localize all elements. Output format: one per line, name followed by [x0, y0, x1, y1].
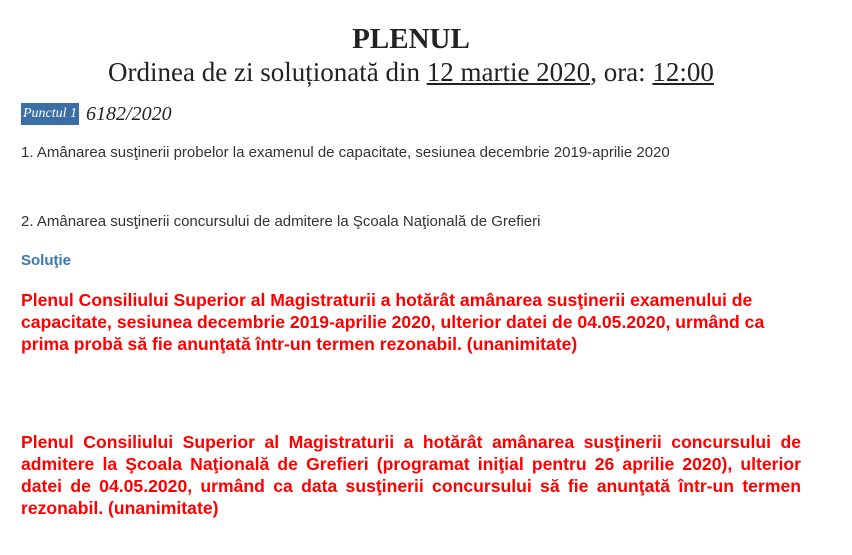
agenda-subtitle [0, 55, 822, 89]
subtitle-mid: , ora: [590, 57, 653, 87]
punct-label: Punctul 1 [21, 103, 79, 125]
punct-number: 6182/2020 [86, 103, 172, 126]
solution-heading: Soluţie [21, 252, 72, 269]
punct-row [21, 101, 172, 127]
page-title: PLENUL [352, 23, 470, 55]
agenda-date: 12 martie 2020 [426, 57, 591, 87]
agenda-item-1: 1. Amânarea susţinerii probelor la examenul de capacitate, sesiunea decembrie 2019-aprilie 2020 [21, 144, 670, 161]
solution-paragraph-2: Plenul Consiliului Superior al Magistraturii a hotărât amânarea susţinerii concursului de admitere la Şcoala Naţională de Grefieri (programat iniţial pentru 26 aprilie 2020), ulterior datei de 04.05.2020, urmând ca data susţinerii concursului să fie anunţată într-un termen rezonabil. (unanimitate) [21, 432, 801, 518]
solution-paragraph-1: Plenul Consiliului Superior al Magistraturii a hotărât amânarea susţinerii examenului de capacitate, sesiunea decembrie 2019-aprilie 2020, ulterior datei de 04.05.2020, urmând ca prima probă să fie anunţată într-un termen rezonabil. (unanimitate) [21, 290, 765, 354]
subtitle-prefix: Ordinea de zi soluționată din [108, 57, 427, 87]
agenda-time: 12:00 [652, 57, 714, 87]
agenda-item-2: 2. Amânarea susţinerii concursului de admitere la Şcoala Naţională de Grefieri [21, 213, 541, 230]
